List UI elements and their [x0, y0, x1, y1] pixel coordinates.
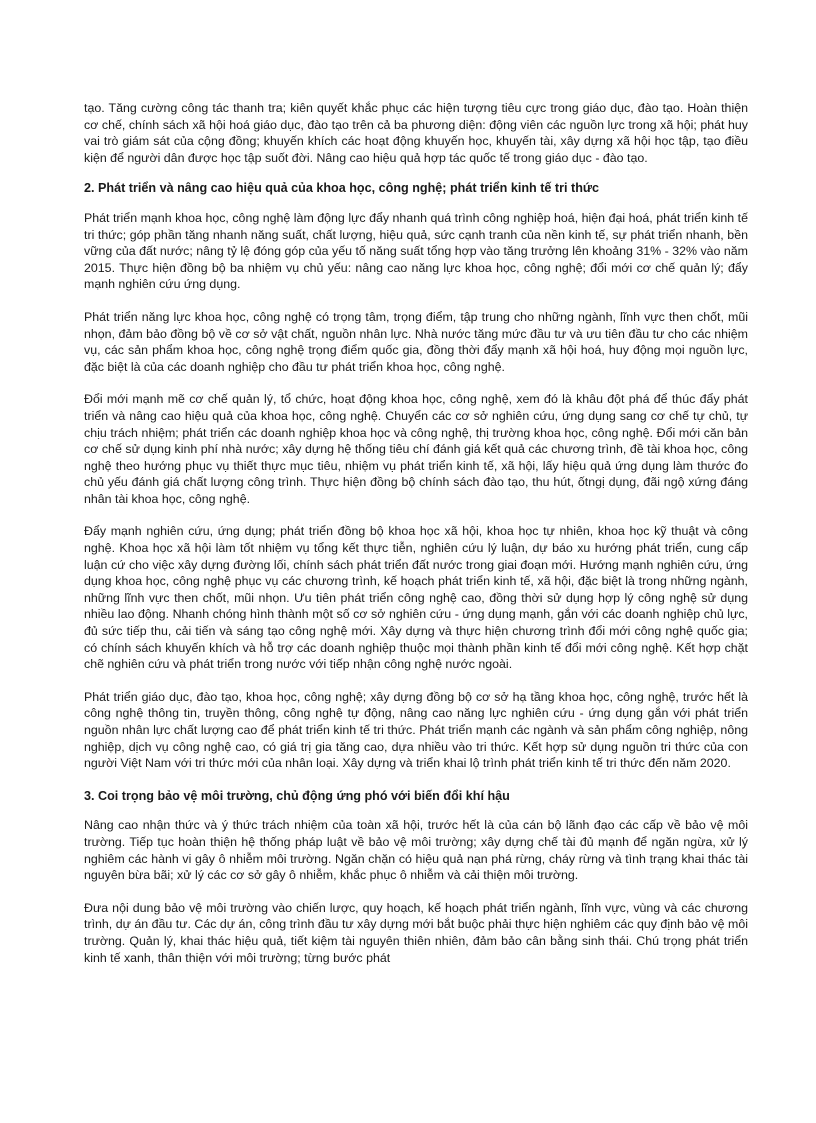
paragraph-education-continuation: tạo. Tăng cường công tác thanh tra; kiên quyết khắc phục các hiện tượng tiêu cực trong giáo dục, đào tạo. Hoàn thiện cơ chế, chính sách xã hội hoá giáo dục, đào tạo trên cả ba phương diện: động viên các nguồn lực trong xã hội; phát huy vai trò giám sát của cộng đồng; khuyến khích các hoạt động khuyến học, khuyến tài, xây dựng xã hội học tập, tạo điều kiện để người dân được học tập suốt đời. Nâng cao hiệu quả hợp tác quốc tế trong giáo dục - đào tạo.	[84, 101, 748, 165]
document-page	[84, 100, 748, 982]
section-heading-environment: 3. Coi trọng bảo vệ môi trường, chủ động ứng phó với biến đổi khí hậu	[84, 788, 510, 803]
paragraph-knowledge-economy: Phát triển giáo dục, đào tạo, khoa học, công nghệ; xây dựng đồng bộ cơ sở hạ tầng khoa học, công nghệ, trước hết là công nghệ thông tin, truyền thông, công nghệ tự động, nâng cao năng lực nghiên cứu - ứng dụng gắn với phát triển nguồn nhân lực chất lượng cao để phát triển kinh tế tri thức. Phát triển mạnh các ngành và sản phẩm công nghiệp, nông nghiệp, dịch vụ công nghệ cao, có giá trị gia tăng cao, dựa nhiều vào tri thức. Kết hợp sử dụng nguồn tri thức của con người Việt Nam với tri thức mới của nhân loại. Xây dựng và triển khai lộ trình phát triển kinh tế tri thức đến năm 2020.	[84, 689, 748, 771]
paragraph-environment-planning: Đưa nội dung bảo vệ môi trường vào chiến lược, quy hoạch, kế hoạch phát triển ngành, lĩnh vực, vùng và các chương trình, dự án đầu tư. Các dự án, công trình đầu tư xây dựng mới bắt buộc phải thực hiện nghiêm các quy định bảo vệ môi trường. Quản lý, khai thác hiệu quả, tiết kiệm tài nguyên thiên nhiên, đảm bảo cân bằng sinh thái. Chú trọng phát triển kinh tế xanh, thân thiện với môi trường; từng bước phát	[84, 900, 748, 965]
section-heading-science-technology: 2. Phát triển và nâng cao hiệu quả của khoa học, công nghệ; phát triển kinh tế tri thức	[84, 181, 600, 196]
paragraph-science-development: Phát triển mạnh khoa học, công nghệ làm động lực đẩy nhanh quá trình công nghiệp hoá, hiện đại hoá, phát triển kinh tế tri thức; góp phần tăng nhanh năng suất, chất lượng, hiệu quả, sức cạnh tranh của nền kinh tế, sự phát triển nhanh, bền vững của đất nước; nâng tỷ lệ đóng góp của yếu tố năng suất tổng hợp vào tăng trưởng lên khoảng 31% - 32% vào năm 2015. Thực hiện đồng bộ ba nhiệm vụ chủ yếu: nâng cao năng lực khoa học, công nghệ; đổi mới cơ chế quản lý; đẩy mạnh nghiên cứu ứng dụng.	[84, 210, 748, 292]
paragraph-research-application: Đẩy mạnh nghiên cứu, ứng dụng; phát triển đồng bộ khoa học xã hội, khoa học tự nhiên, khoa học kỹ thuật và công nghệ. Khoa học xã hội làm tốt nhiệm vụ tổng kết thực tiễn, nghiên cứu lý luận, dự báo xu hướng phát triển, cung cấp luận cứ cho việc xây dựng đường lối, chính sách phát triển đất nước trong giai đoạn mới. Hướng mạnh nghiên cứu, ứng dụng khoa học, công nghệ phục vụ các chương trình, kế hoạch phát triển kinh tế, xã hội, đặc biệt là trong những ngành, những lĩnh vực then chốt, mũi nhọn. Ưu tiên phát triển công nghệ cao, đồng thời sử dụng hợp lý công nghệ sử dụng nhiều lao động. Nhanh chóng hình thành một số cơ sở nghiên cứu - ứng dụng mạnh, gắn với các doanh nghiệp chủ lực, đủ sức tiếp thu, cải tiến và sáng tạo công nghệ mới. Xây dựng và thực hiện chương trình đổi mới công nghệ quốc gia; có chính sách khuyến khích và hỗ trợ các doanh nghiệp thuộc mọi thành phần kinh tế đổi mới công nghệ. Kết hợp chặt chẽ nghiên cứu và phát triển trong nước với tiếp nhận công nghệ nước ngoài.	[84, 524, 748, 672]
paragraph-environment-awareness: Nâng cao nhận thức và ý thức trách nhiệm của toàn xã hội, trước hết là của cán bộ lãnh đạo các cấp về bảo vệ môi trường. Tiếp tục hoàn thiện hệ thống pháp luật về bảo vệ môi trường; xây dựng chế tài đủ mạnh để ngăn ngừa, xử lý nghiêm các hành vi gây ô nhiễm môi trường. Ngăn chặn có hiệu quả nạn phá rừng, cháy rừng và tình trạng khai thác tài nguyên bừa bãi; xử lý các cơ sở gây ô nhiễm, khắc phục ô nhiễm và cải thiện môi trường.	[84, 818, 748, 883]
paragraph-science-capacity: Phát triển năng lực khoa học, công nghệ có trọng tâm, trọng điểm, tập trung cho những ngành, lĩnh vực then chốt, mũi nhọn, đảm bảo đồng bộ về cơ sở vật chất, nguồn nhân lực. Nhà nước tăng mức đầu tư và ưu tiên đầu tư cho các nhiệm vụ, các sản phẩm khoa học, công nghệ trọng điểm quốc gia, đồng thời đẩy mạnh xã hội hoá, huy động mọi nguồn lực, đặc biệt là của các doanh nghiệp cho đầu tư phát triển khoa học, công nghệ.	[84, 309, 748, 374]
paragraph-management-reform: Đổi mới mạnh mẽ cơ chế quản lý, tổ chức, hoạt động khoa học, công nghệ, xem đó là khâu đột phá để thúc đẩy phát triển và nâng cao hiệu quả của khoa học, công nghệ. Chuyển các cơ sở nghiên cứu, ứng dụng sang cơ chế tự chủ, tự chịu trách nhiệm; phát triển các doanh nghiệp khoa học và công nghệ, thị trường khoa học, công nghệ. Đổi mới căn bản cơ chế sử dụng kinh phí nhà nước; xây dựng hệ thống tiêu chí đánh giá kết quả các chương trình, đề tài khoa học, công nghệ theo hướng phục vụ thiết thực mục tiêu, nhiệm vụ phát triển kinh tế, xã hội, lấy hiệu quả ứng dụng làm thước đo chủ yếu đánh giá chất lượng công trình. Thực hiện đồng bộ chính sách đào tạo, thu hút, ốtngị dụng, đãi ngộ xứng đáng nhân tài khoa học, công nghệ.	[84, 392, 748, 506]
